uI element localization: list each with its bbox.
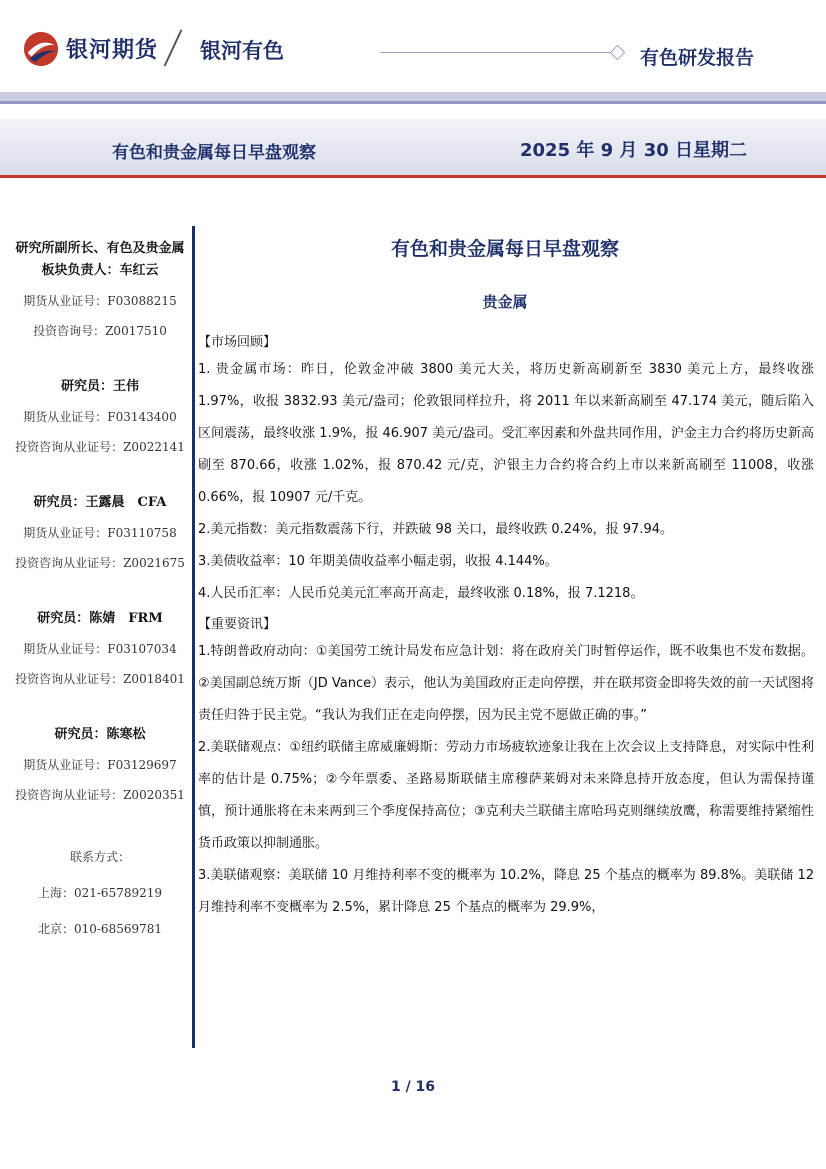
consult-cert: 投资咨询号：Z0017510 xyxy=(33,324,167,338)
researcher-block xyxy=(10,376,190,458)
brand-name: 银河期货 xyxy=(66,38,159,63)
consult-cert: 投资咨询从业证号：Z0018401 xyxy=(15,672,185,686)
researcher-name: 研究员：王伟 xyxy=(60,379,139,394)
header-rule xyxy=(380,52,612,53)
brand-divider xyxy=(164,29,183,66)
header-stripe xyxy=(0,92,826,101)
sidebar-divider xyxy=(192,226,195,1048)
researcher-block xyxy=(10,238,190,342)
futures-cert: 期货从业证号：F03110758 xyxy=(23,526,177,540)
contact-beijing: 北京：010-68569781 xyxy=(37,922,163,936)
section-heading: 【市场回顾】 xyxy=(198,335,277,350)
section-heading: 【重要资讯】 xyxy=(198,617,277,632)
paragraph: 1.特朗普政府动向：①美国劳工统计局发布应急计划：将在政府关门时暂停运作，既不收集也不发布数据。②美国副总统万斯（JD Vance）表示，他认为美国政府正走向停摆，并在联邦资金即将失效的前一天试图将责任归咎于民主党。“我认为我们正在走向停摆，因为民主党不愿做正确的事。” xyxy=(198,644,814,723)
futures-cert: 期货从业证号：F03143400 xyxy=(23,410,177,424)
header-stripe-dark xyxy=(0,101,826,104)
contact-block xyxy=(10,846,190,940)
futures-cert: 期货从业证号：F03088215 xyxy=(23,294,177,308)
diamond-icon xyxy=(610,45,626,61)
page-header xyxy=(0,0,826,100)
paragraph: 3.美债收益率：10 年期美债收益率小幅走弱，收报 4.144%。 xyxy=(198,554,558,569)
futures-cert: 期货从业证号：F03129697 xyxy=(23,758,177,772)
galaxy-logo-icon xyxy=(22,30,60,68)
consult-cert: 投资咨询从业证号：Z0022141 xyxy=(15,440,185,454)
section-subtitle: 贵金属 xyxy=(482,293,528,311)
researcher-name: 研究所副所长、有色及贵金属板块负责人：车红云 xyxy=(15,241,185,278)
main-content xyxy=(196,226,814,924)
report-title: 有色和贵金属每日早盘观察 xyxy=(390,238,619,260)
consult-cert: 投资咨询从业证号：Z0020351 xyxy=(15,788,185,802)
paragraph: 1. 贵金属市场：昨日，伦敦金冲破 3800 美元大关，将历史新高刷新至 3830 美元上方，最终收涨 1.97%，收报 3832.93 美元/盎司；伦敦银同样拉升，将 2011 年以来新高刷至 47.174 美元，随后陷入区间震荡，最终收涨 1.9%，报 46.907 美元/盎司。受汇率因素和外盘共同作用，沪金主力合约将历史新高刷至 870.66，收涨 1.02%，报 870.42 元/克，沪银主力合约将合约上市以来新高刷至 11008，收涨 0.66%，报 10907 元/千克。 xyxy=(198,362,814,505)
researcher-name: 研究员：陈婧 FRM xyxy=(37,611,163,626)
futures-cert: 期货从业证号：F03107034 xyxy=(23,642,177,656)
contact-label: 联系方式： xyxy=(69,850,130,864)
banner-title: 有色和贵金属每日早盘观察 xyxy=(112,143,316,163)
paragraph: 2.美联储观点：①纽约联储主席威廉姆斯：劳动力市场疲软迹象让我在上次会议上支持降息，对实际中性利率的估计是 0.75%；②今年票委、圣路易斯联储主席穆萨莱姆对未来降息持开放态度，但认为需保持谨慎，预计通胀将在未来两到三个季度保持高位；③克利夫兰联储主席哈玛克则继续放鹰，称需要维持紧缩性货币政策以抑制通胀。 xyxy=(198,740,814,851)
contact-shanghai: 上海：021-65789219 xyxy=(37,886,163,900)
researcher-block xyxy=(10,608,190,690)
researcher-name: 研究员：陈寒松 xyxy=(54,727,146,742)
consult-cert: 投资咨询从业证号：Z0021675 xyxy=(15,556,185,570)
banner-red-rule xyxy=(0,175,826,178)
researcher-sidebar xyxy=(10,238,190,940)
banner-date: 2025 年 9 月 30 日星期二 xyxy=(520,140,748,161)
researcher-block xyxy=(10,492,190,574)
paragraph: 3.美联储观察：美联储 10 月维持利率不变的概率为 10.2%，降息 25 个基点的概率为 89.8%。美联储 12 月维持利率不变概率为 2.5%，累计降息 25 个基点的概率为 29.9%， xyxy=(198,868,814,915)
researcher-block xyxy=(10,724,190,806)
brand-subname: 银河有色 xyxy=(200,39,284,63)
page-number: 1 / 16 xyxy=(390,1079,436,1095)
paragraph: 4.人民币汇率：人民币兑美元汇率高开高走，最终收涨 0.18%，报 7.1218。 xyxy=(198,586,644,601)
report-type: 有色研发报告 xyxy=(640,47,755,69)
researcher-name: 研究员：王露晨 CFA xyxy=(33,495,167,510)
paragraph: 2.美元指数：美元指数震荡下行，并跌破 98 关口，最终收跌 0.24%，报 97.94。 xyxy=(198,522,673,537)
